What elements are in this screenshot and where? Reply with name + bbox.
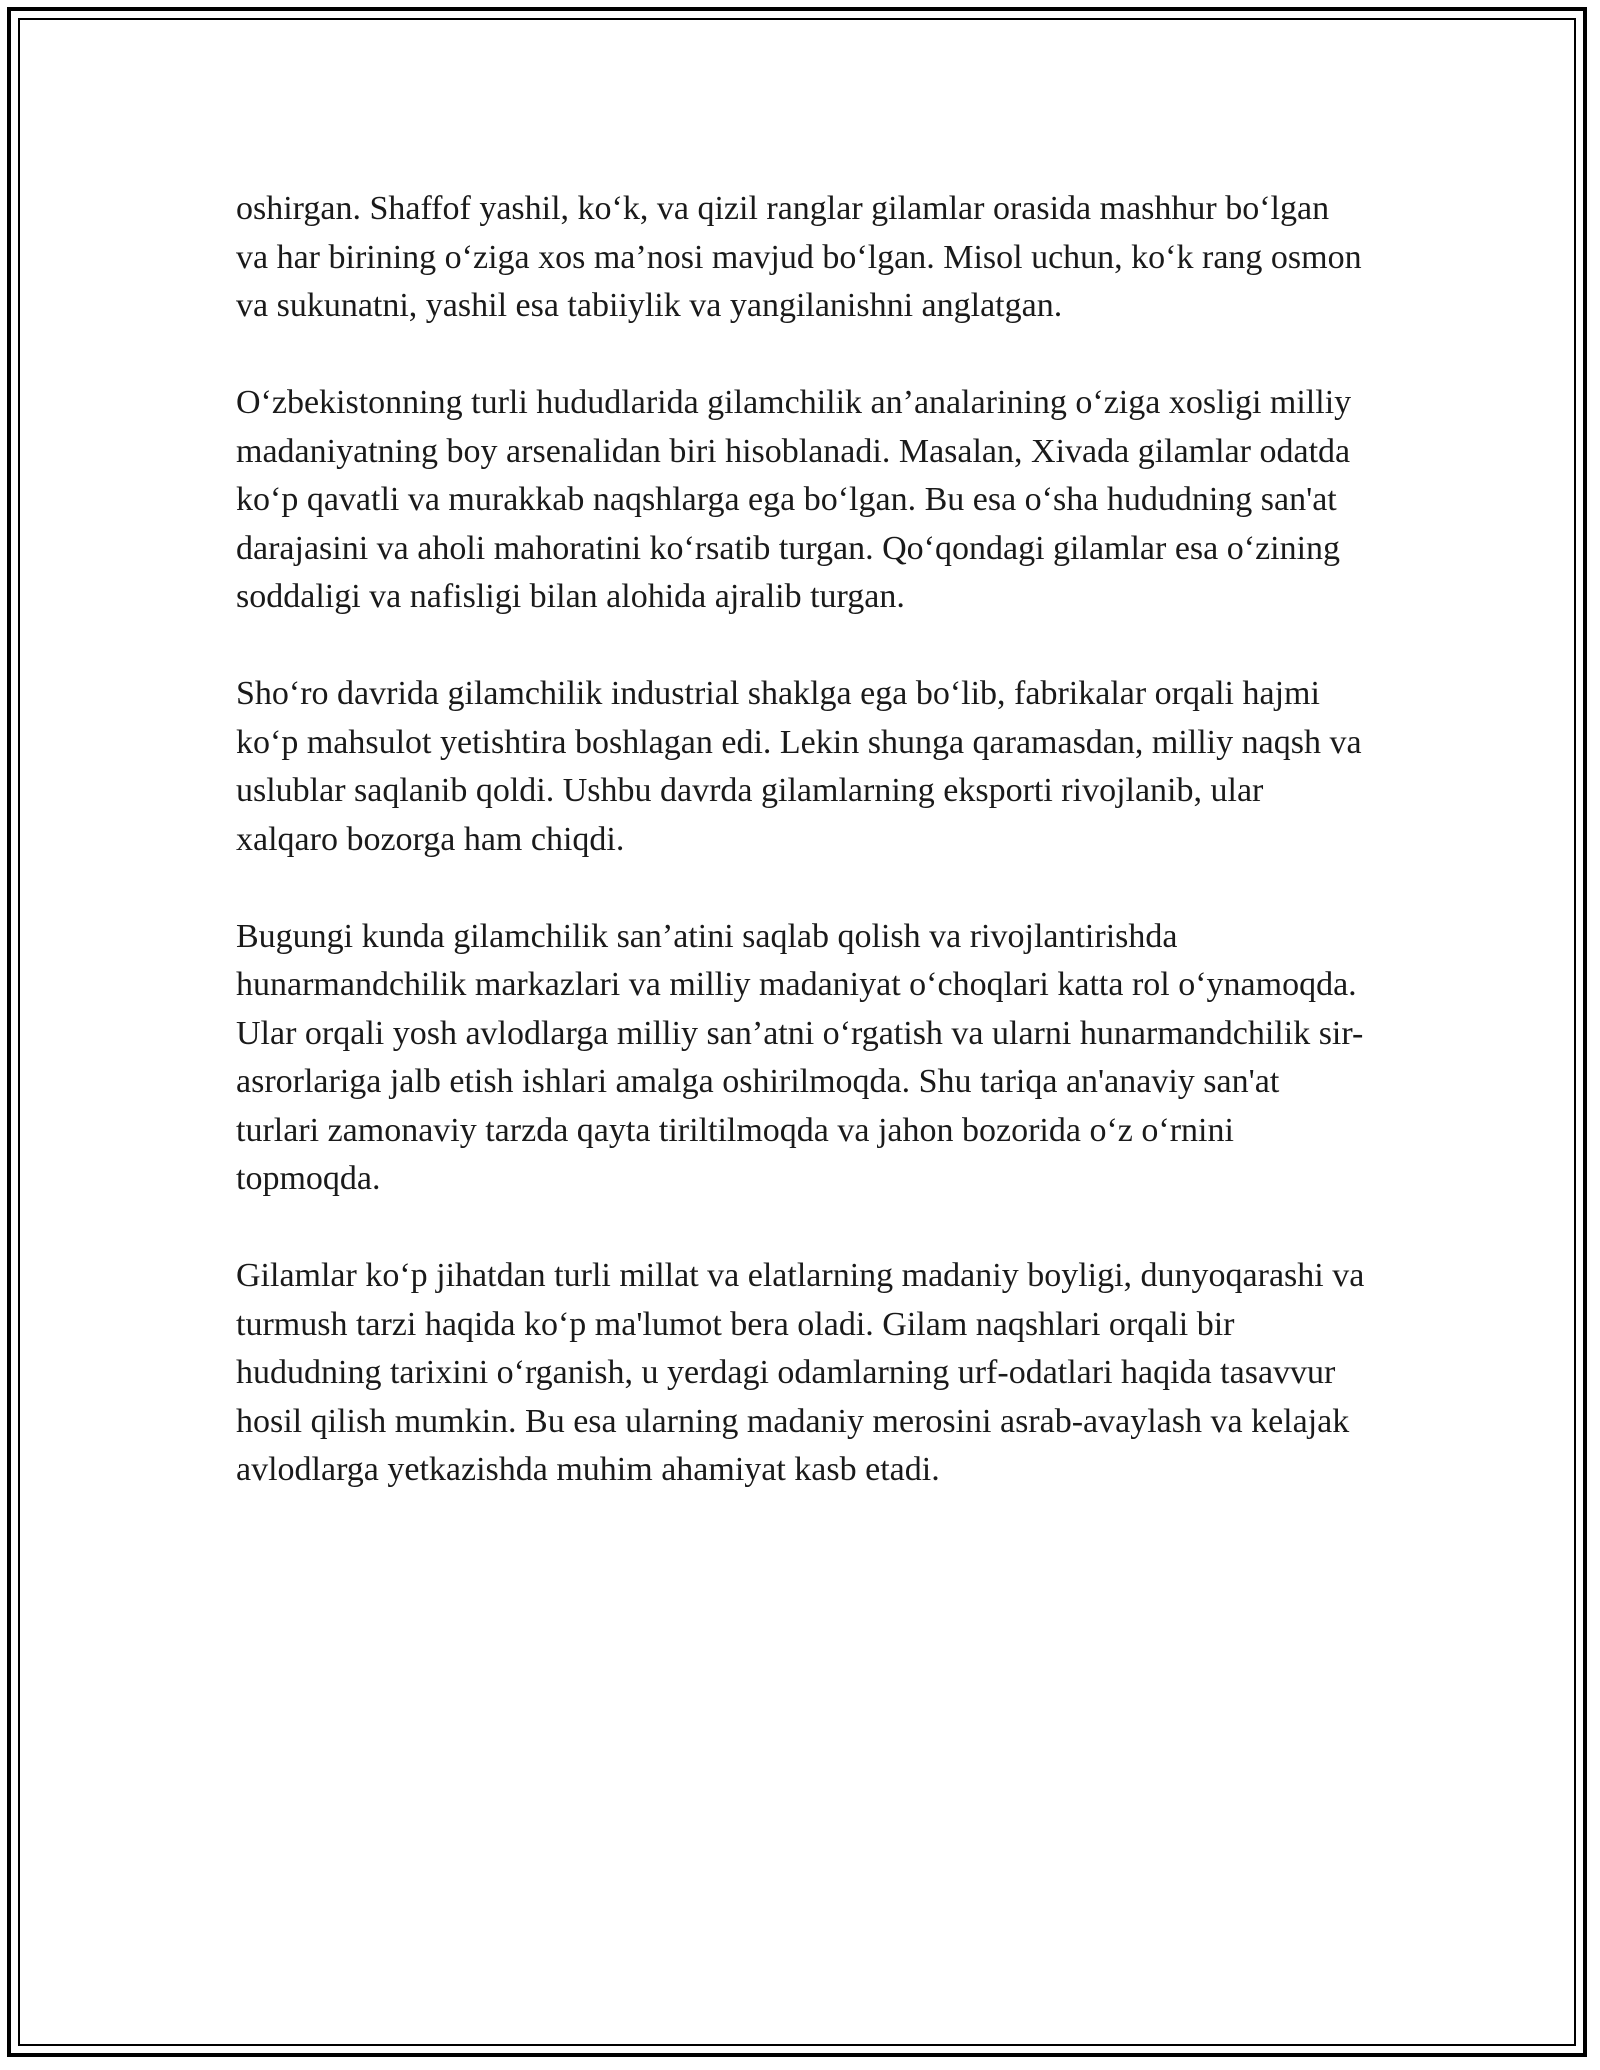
- document-body: [236, 185, 1366, 1495]
- paragraph: Bugungi kunda gilamchilik san’atini saqlab qolish va rivojlantirishda hunarmandchilik markazlari va milliy madaniyat o‘choqlari katta rol o‘ynamoqda. Ular orqali yosh avlodlarga milliy san’atni o‘rgatish va ularni hunarmandchilik sir-asrorlariga jalb etish ishlari amalga oshirilmoqda. Shu tariqa an'anaviy san'at turlari zamonaviy tarzda qayta tiriltilmoqda va jahon bozorida o‘z o‘rnini topmoqda.: [236, 917, 1364, 1197]
- paragraph: Sho‘ro davrida gilamchilik industrial shaklga ega bo‘lib, fabrikalar orqali hajmi ko‘p mahsulot yetishtira boshlagan edi. Lekin shunga qaramasdan, milliy naqsh va uslublar saqlanib qoldi. Ushbu davrda gilamlarning eksporti rivojlanib, ular xalqaro bozorga ham chiqdi.: [236, 675, 1362, 858]
- paragraph: O‘zbekistonning turli hududlarida gilamchilik an’analarining o‘ziga xosligi milliy madaniyatning boy arsenalidan biri hisoblanadi. Masalan, Xivada gilamlar odatda ko‘p qavatli va murakkab naqshlarga ega bo‘lgan. Bu esa o‘sha hududning san'at darajasini va aholi mahoratini ko‘rsatib turgan. Qo‘qondagi gilamlar esa o‘zining soddaligi va nafisligi bilan alohida ajralib turgan.: [236, 384, 1352, 615]
- paragraph: oshirgan. Shaffof yashil, ko‘k, va qizil ranglar gilamlar orasida mashhur bo‘lgan va har birining o‘ziga xos ma’nosi mavjud bo‘lgan. Misol uchun, ko‘k rang osmon va sukunatni, yashil esa tabiiylik va yangilanishni anglatgan.: [236, 190, 1362, 324]
- paragraph: Gilamlar ko‘p jihatdan turli millat va elatlarning madaniy boyligi, dunyoqarashi va turmush tarzi haqida ko‘p ma'lumot bera oladi. Gilam naqshlari orqali bir hududning tarixini o‘rganish, u yerdagi odamlarning urf-odatlari haqida tasavvur hosil qilish mumkin. Bu esa ularning madaniy merosini asrab-avaylash va kelajak avlodlarga yetkazishda muhim ahamiyat kasb etadi.: [236, 1257, 1365, 1488]
